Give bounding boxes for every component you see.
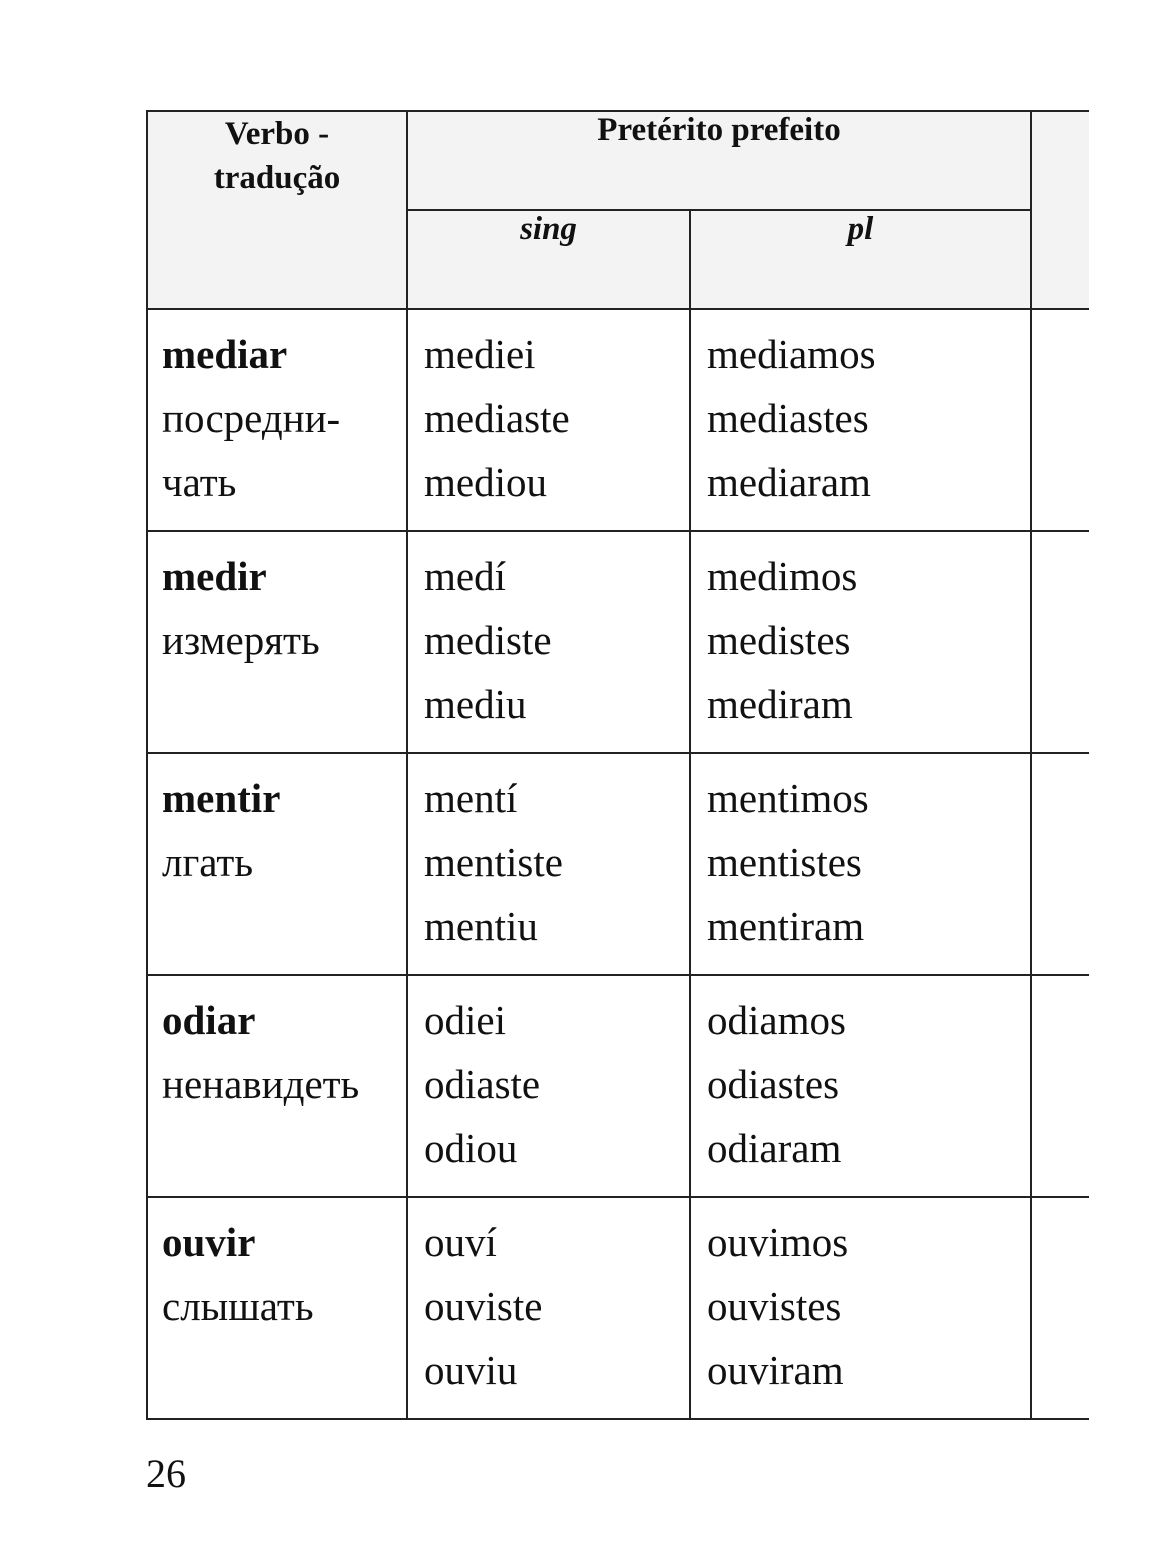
header-verb-line-1: Verbo -: [224, 116, 330, 152]
verb-translation: слышать: [162, 1283, 314, 1329]
plural-form: ouvimos: [707, 1219, 849, 1265]
cut-column-cell: [1031, 753, 1089, 975]
singular-form: mentiste: [424, 839, 563, 885]
verb-cell: [147, 753, 407, 975]
plural-form: odiaram: [707, 1125, 842, 1171]
table-row: [147, 1197, 1089, 1419]
plural-forms-cell: [690, 753, 1031, 975]
table-row: [147, 975, 1089, 1197]
page-number: 26: [146, 1451, 186, 1496]
verb-cell: [147, 1197, 407, 1419]
singular-form: odiaste: [424, 1061, 541, 1107]
table-row: [147, 531, 1089, 753]
plural-form: mediamos: [707, 331, 876, 377]
plural-form: mentiram: [707, 903, 865, 949]
plural-form: mentistes: [707, 839, 862, 885]
singular-form: odiou: [424, 1125, 518, 1171]
singular-forms-cell: [407, 309, 690, 531]
singular-forms-cell: [407, 975, 690, 1197]
singular-form: ouviste: [424, 1283, 543, 1329]
plural-form: mediaram: [707, 459, 871, 505]
plural-form: odiamos: [707, 997, 846, 1043]
cut-column-cell: [1031, 309, 1089, 531]
singular-form: mentiu: [424, 903, 538, 949]
plural-form: mediastes: [707, 395, 869, 441]
plural-form: mediram: [707, 681, 853, 727]
plural-forms-cell: [690, 531, 1031, 753]
singular-form: mediei: [424, 331, 536, 377]
plural-form: medimos: [707, 553, 858, 599]
cut-column-cell: [1031, 1197, 1089, 1419]
plural-form: medistes: [707, 617, 851, 663]
verb-cell: [147, 975, 407, 1197]
header-cut-column: [1031, 111, 1089, 309]
verb-infinitive: medir: [162, 553, 267, 599]
header-verb-translation: [147, 111, 407, 309]
cut-column-cell: [1031, 975, 1089, 1197]
verb-translation: ненавидеть: [162, 1061, 360, 1107]
singular-form: mediaste: [424, 395, 570, 441]
plural-form: mentimos: [707, 775, 869, 821]
verb-infinitive: mediar: [162, 331, 288, 377]
verb-translation: лгать: [162, 839, 254, 885]
header-plural: pl: [690, 210, 1031, 309]
verb-translation: посредни-: [162, 395, 341, 441]
plural-form: ouviram: [707, 1347, 844, 1393]
plural-forms-cell: [690, 309, 1031, 531]
verb-translation: чать: [162, 459, 237, 505]
plural-form: ouvistes: [707, 1283, 842, 1329]
verb-conjugation-table: [146, 110, 1089, 1420]
singular-form: odiei: [424, 997, 506, 1043]
header-singular: sing: [407, 210, 690, 309]
verb-translation: измерять: [162, 617, 320, 663]
singular-forms-cell: [407, 753, 690, 975]
singular-form: ouviu: [424, 1347, 518, 1393]
plural-forms-cell: [690, 1197, 1031, 1419]
plural-forms-cell: [690, 975, 1031, 1197]
singular-form: mediou: [424, 459, 547, 505]
header-verb-line-2: tradução: [213, 160, 341, 196]
singular-forms-cell: [407, 531, 690, 753]
header-tense: Pretérito prefeito: [407, 111, 1031, 210]
singular-form: mentí: [424, 775, 518, 821]
verb-infinitive: odiar: [162, 997, 256, 1043]
cut-column-cell: [1031, 531, 1089, 753]
singular-forms-cell: [407, 1197, 690, 1419]
singular-form: mediu: [424, 681, 527, 727]
verb-cell: [147, 309, 407, 531]
verb-cell: [147, 531, 407, 753]
table-row: [147, 309, 1089, 531]
singular-form: medí: [424, 553, 506, 599]
verb-infinitive: ouvir: [162, 1219, 256, 1265]
verb-infinitive: mentir: [162, 775, 281, 821]
singular-form: ouví: [424, 1219, 497, 1265]
singular-form: mediste: [424, 617, 552, 663]
table-row: [147, 753, 1089, 975]
plural-form: odiastes: [707, 1061, 840, 1107]
